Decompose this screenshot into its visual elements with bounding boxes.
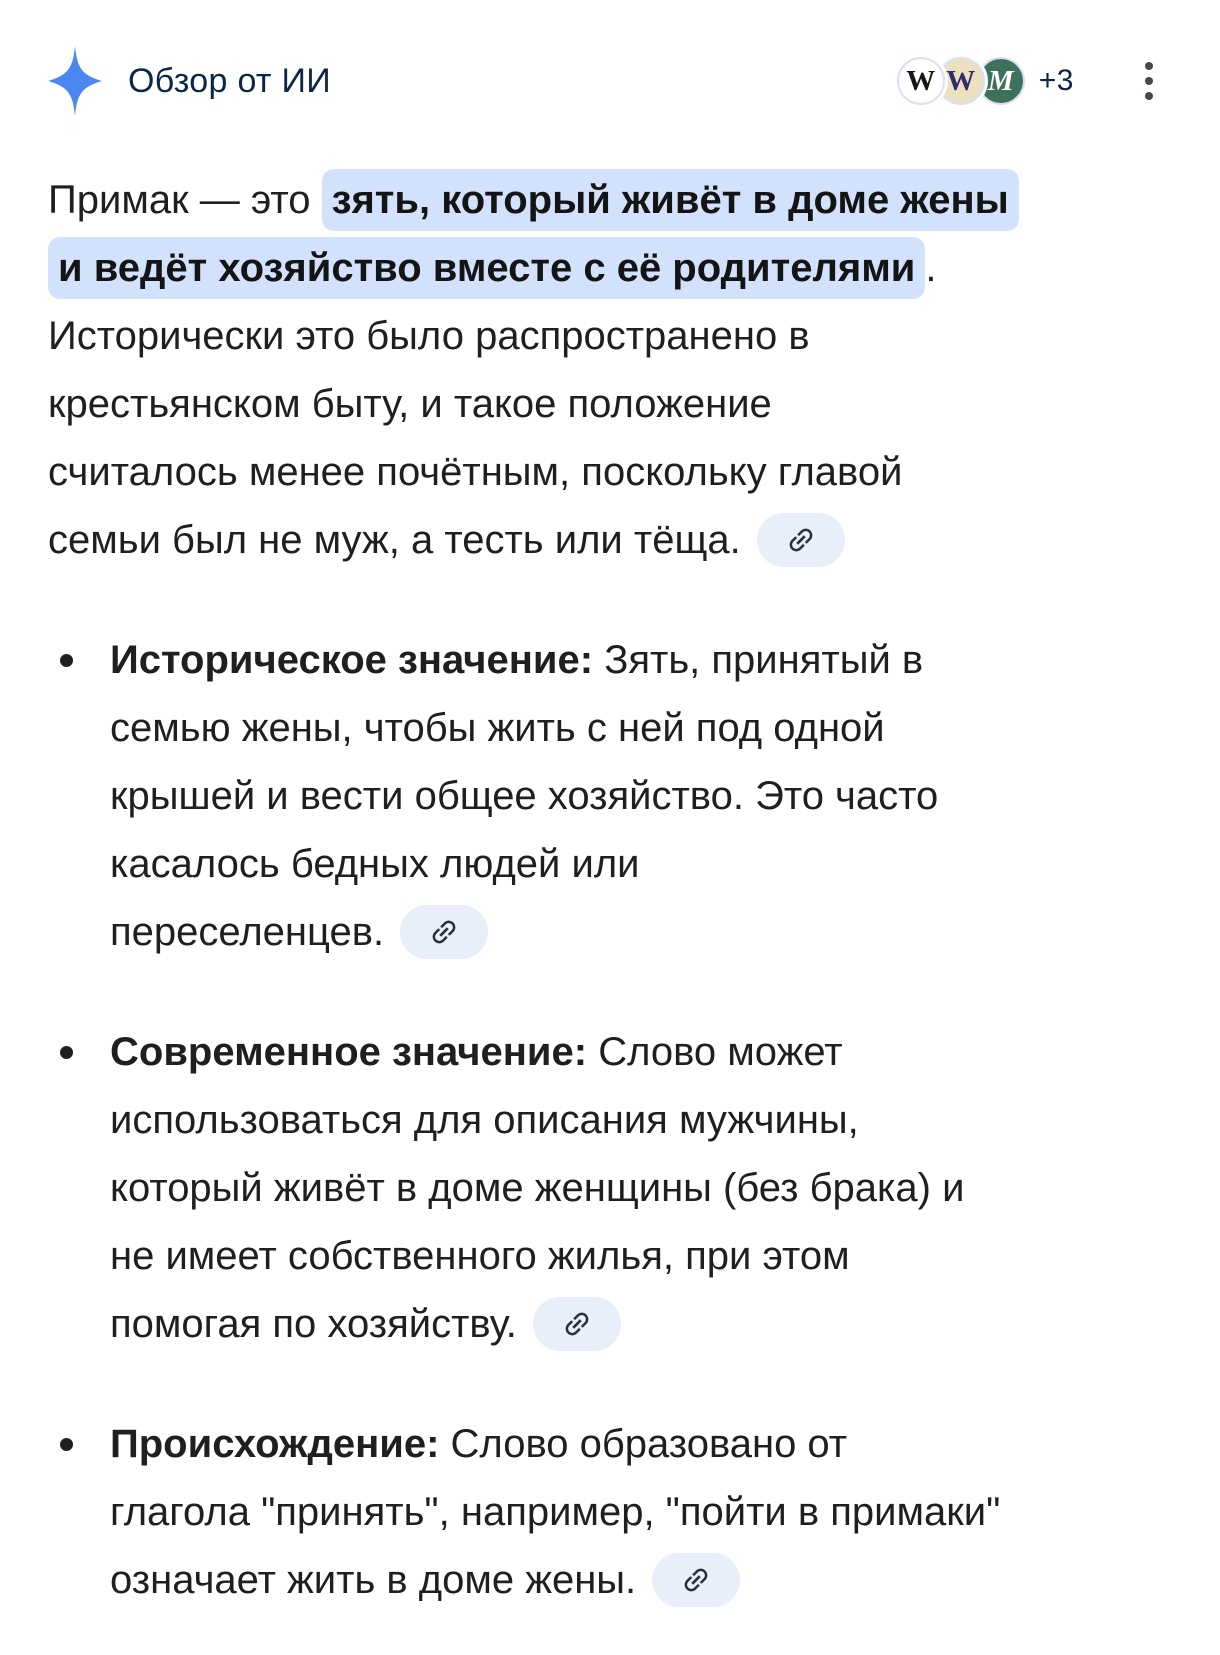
bullet-label: Современное значение: <box>110 1030 588 1074</box>
link-icon <box>561 1308 593 1340</box>
text-segment: Примак — это <box>48 178 322 222</box>
overview-bullet-list <box>48 626 1172 1614</box>
text-segment: считалось менее почётным, поскольку главой <box>48 450 903 494</box>
ai-sparkle-icon <box>48 46 102 116</box>
highlighted-text: и ведёт хозяйство вместе с её родителями <box>48 237 925 299</box>
bullet-label: Происхождение: <box>110 1422 440 1466</box>
text-line <box>48 438 1172 506</box>
header-right <box>897 48 1172 114</box>
link-icon <box>785 524 817 556</box>
green-dictionary-letter-icon: М <box>987 64 1014 97</box>
text-line: не имеет собственного жилья, при этом <box>110 1234 850 1278</box>
source-favicons-group[interactable] <box>897 57 1025 105</box>
ai-overview-header <box>48 44 1172 118</box>
header-left <box>48 46 331 116</box>
text-line <box>48 234 1172 302</box>
bullet-label: Историческое значение: <box>110 638 594 682</box>
text-line: помогая по хозяйству. <box>110 1290 1172 1358</box>
text-line: Происхождение: Слово образовано от <box>110 1422 848 1466</box>
text-segment: . <box>925 246 937 290</box>
link-icon <box>680 1564 712 1596</box>
text-line: касалось бедных людей или <box>110 842 640 886</box>
kebab-dot <box>1145 77 1153 85</box>
more-sources-count[interactable]: +3 <box>1038 64 1074 97</box>
wiktionary-letter-icon: W <box>946 64 976 97</box>
bullet-item-1 <box>48 626 1172 966</box>
wikipedia-letter-icon: W <box>906 64 936 97</box>
text-segment: семьи был не муж, а тесть или тёща. <box>48 518 741 562</box>
page-title: Обзор от ИИ <box>128 61 332 100</box>
text-segment: Исторически это было распространено в <box>48 314 810 358</box>
text-line <box>48 166 1172 234</box>
bullet-marker <box>60 1046 73 1059</box>
text-line <box>48 506 1172 574</box>
text-line <box>48 302 1172 370</box>
bullet-marker <box>60 1438 73 1451</box>
text-line: использоваться для описания мужчины, <box>110 1098 859 1142</box>
text-line: который живёт в доме женщины (без брака) и <box>110 1166 965 1210</box>
bullet-item-3 <box>48 1410 1172 1614</box>
more-options-button[interactable] <box>1126 48 1172 114</box>
text-line: переселенцев. <box>110 898 1172 966</box>
source-favicon-wikipedia[interactable] <box>897 57 945 105</box>
bullet-item-2 <box>48 1018 1172 1358</box>
citation-chip[interactable] <box>533 1297 621 1351</box>
text-line: глагола "принять", например, "пойти в примаки" <box>110 1490 1001 1534</box>
text-line <box>48 370 1172 438</box>
text-line: Современное значение: Слово может <box>110 1030 843 1074</box>
text-line: означает жить в доме жены. <box>110 1546 1172 1614</box>
overview-intro-paragraph <box>48 166 1172 574</box>
citation-chip[interactable] <box>652 1553 740 1607</box>
kebab-dot <box>1145 62 1153 70</box>
text-line: семью жены, чтобы жить с ней под одной <box>110 706 885 750</box>
bullet-marker <box>60 654 73 667</box>
text-line: крышей и вести общее хозяйство. Это часто <box>110 774 939 818</box>
kebab-dot <box>1145 92 1153 100</box>
citation-chip[interactable] <box>757 513 845 567</box>
text-line: Историческое значение: Зять, принятый в <box>110 638 924 682</box>
link-icon <box>428 916 460 948</box>
highlighted-text: зять, который живёт в доме жены <box>322 169 1019 231</box>
citation-chip[interactable] <box>400 905 488 959</box>
text-segment: крестьянском быту, и такое положение <box>48 382 772 426</box>
